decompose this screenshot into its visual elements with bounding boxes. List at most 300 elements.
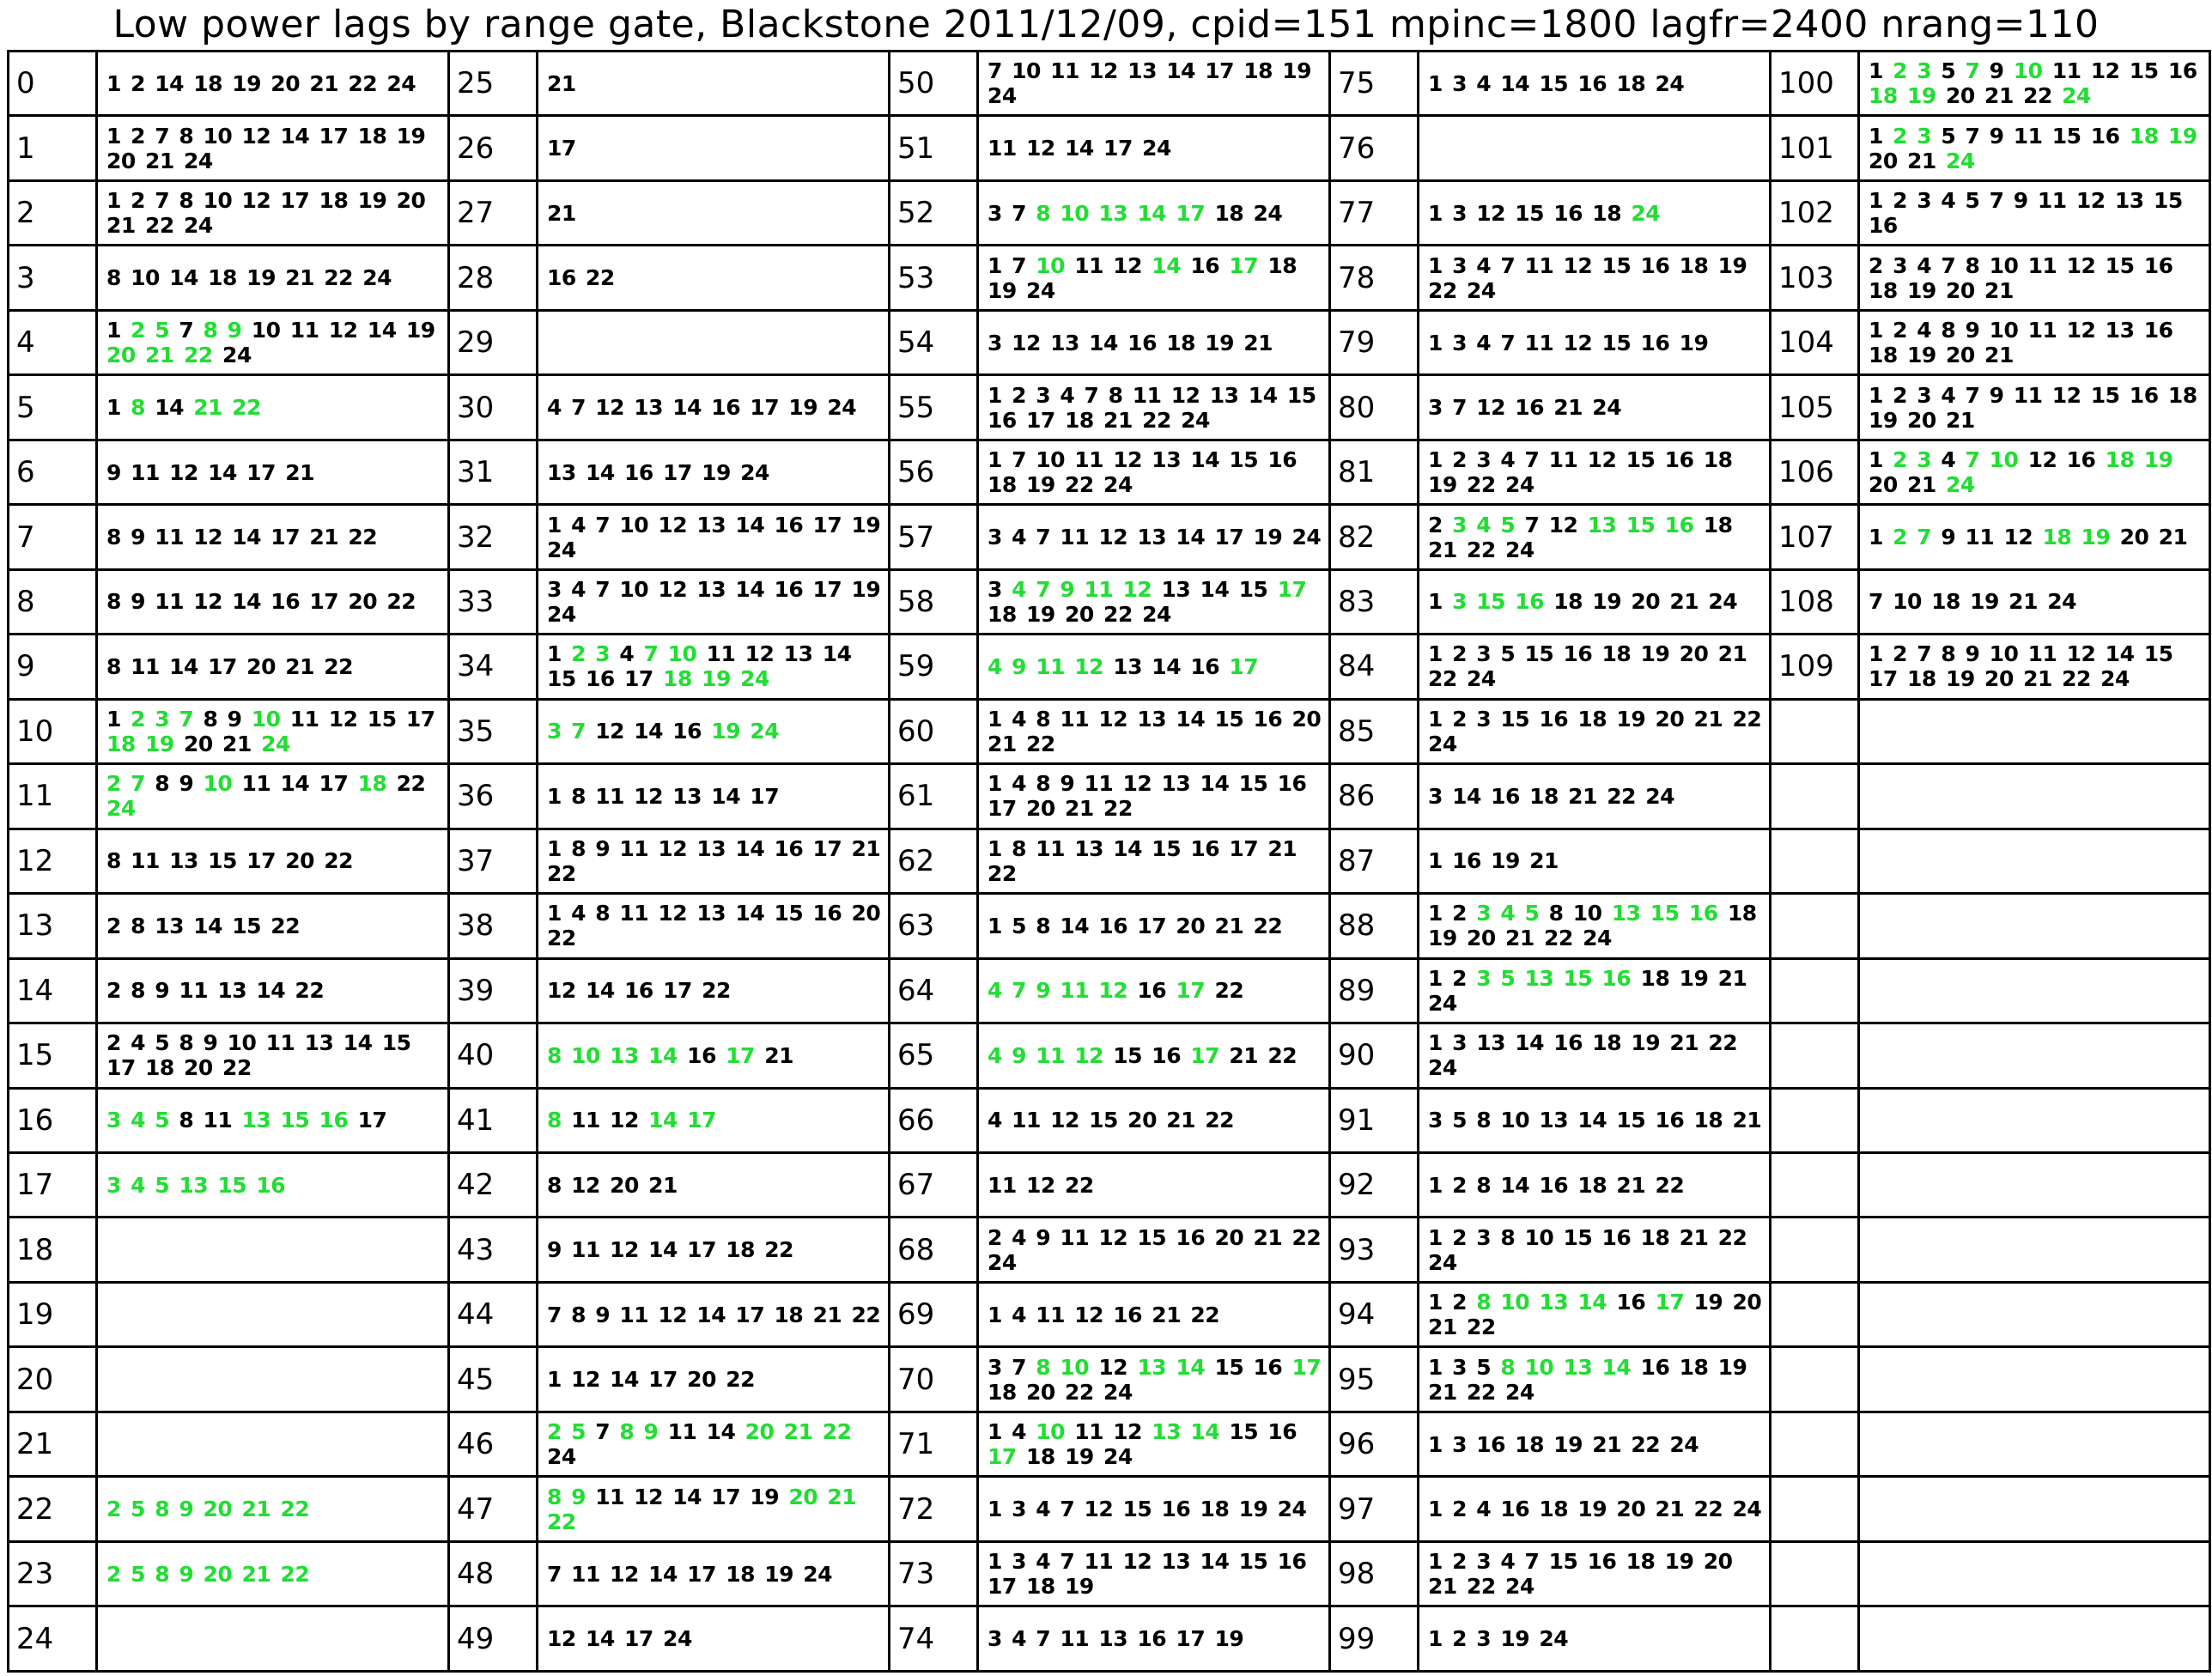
lag: 1 [1428,1030,1443,1056]
lag: 20 [1127,1108,1157,1133]
lag: 19 [1065,1574,1094,1600]
lag: 17 [812,835,842,861]
lag: 17 [309,589,339,615]
lag: 3 [1476,641,1492,667]
lag-highlighted: 9 [1012,653,1027,679]
lag: 12 [328,318,358,343]
lag: 19 [1717,1354,1747,1380]
lag: 20 [1176,913,1206,938]
lag: 22 [1467,1574,1496,1600]
lag: 8 [1036,771,1051,797]
range-gate-number: 12 [9,829,97,893]
lag: 12 [1113,447,1143,473]
lag: 1 [1428,965,1443,991]
table-row [9,375,2210,440]
lag: 24 [1732,1497,1762,1522]
lag: 22 [1142,407,1171,433]
lag: 7 [1500,330,1516,355]
lag: 9 [131,589,146,615]
lag: 13 [1137,706,1167,732]
lag: 12 [1548,512,1578,537]
lag: 11 [2013,382,2043,408]
lag-list [538,1412,890,1476]
lag: 8 [155,771,170,797]
table-row [9,1152,2210,1217]
lag: 12 [1098,1354,1128,1380]
range-gate-number: 59 [890,635,978,699]
lag: 12 [1098,1224,1128,1250]
lag: 18 [1640,1224,1670,1250]
lag: 16 [586,666,615,692]
lag-highlighted: 20 [788,1484,818,1509]
lag: 4 [1500,1549,1516,1575]
lag: 16 [1267,447,1297,473]
lag: 24 [1291,525,1322,550]
lag: 14 [1515,1030,1545,1056]
lag-highlighted: 5 [131,1561,146,1587]
lag: 18 [208,265,237,291]
lag: 17 [663,459,692,485]
lag: 4 [1476,1497,1492,1522]
lag: 3 [1476,706,1492,732]
lag-list [538,1347,890,1412]
lag: 12 [2090,58,2120,84]
empty-cell [1859,764,2210,829]
range-gate-number: 87 [1330,829,1419,893]
lag: 19 [1631,1030,1661,1056]
lag: 13 [696,576,726,602]
lag: 10 [1989,252,2019,278]
lag-highlighted: 12 [1122,576,1152,602]
lag: 2 [1869,252,1883,278]
lag-list [1859,440,2210,504]
lag-highlighted: 24 [1946,472,1975,498]
lag: 1 [106,123,121,149]
lag: 2 [131,188,146,214]
lag: 17 [687,1237,716,1263]
lag: 21 [1568,783,1597,809]
lag-highlighted: 18 [1869,83,1898,109]
lag: 3 [1476,1549,1492,1575]
lag: 24 [1103,472,1133,498]
lag: 11 [131,848,160,874]
range-gate-number: 18 [9,1218,97,1282]
table-row [9,246,2210,310]
lag: 12 [169,459,198,485]
lag-list [1859,52,2210,116]
lag: 1 [1428,330,1443,355]
lag-highlighted: 7 [131,771,146,797]
lag: 3 [988,330,1002,355]
empty-cell [1859,829,2210,893]
lag-highlighted: 3 [1452,589,1468,615]
lag: 22 [270,913,301,938]
lag-highlighted: 21 [827,1484,857,1509]
lag: 14 [634,719,664,744]
lag: 24 [1026,277,1055,303]
lag: 22 [1467,1315,1496,1340]
lag: 14 [648,1561,678,1587]
lag-highlighted: 10 [1036,252,1066,278]
lag: 14 [155,70,185,96]
lag: 12 [1074,1302,1104,1327]
lag: 5 [1500,641,1516,667]
lag-highlighted: 14 [1152,252,1182,278]
lag: 4 [1917,252,1932,278]
lag: 15 [1214,706,1244,732]
lag-highlighted: 8 [1036,200,1051,226]
lag: 12 [595,719,625,744]
lag-highlighted: 2 [106,1561,121,1587]
lag: 24 [2047,589,2076,615]
lag-highlighted: 8 [1036,1354,1051,1380]
lag-highlighted: 16 [1688,901,1718,926]
lag-highlighted: 15 [217,1172,247,1198]
lag: 21 [851,835,881,861]
lag: 16 [1267,1419,1297,1445]
lag-highlighted: 22 [280,1497,310,1522]
lag-highlighted: 21 [241,1561,271,1587]
empty-cell [1859,894,2210,958]
lag: 7 [1869,589,1883,615]
lag: 21 [285,459,314,485]
lag-highlighted: 15 [1563,965,1593,991]
table-row [9,569,2210,634]
lag-highlighted: 17 [1229,252,1259,278]
lag: 22 [547,860,576,886]
lag-highlighted: 4 [1476,512,1492,537]
lag: 15 [367,706,397,732]
lag: 14 [586,459,615,485]
lag-highlighted: 24 [261,731,290,756]
lag-list [538,958,890,1023]
lag-highlighted: 8 [1500,1354,1516,1380]
lag-highlighted: 5 [155,1108,170,1133]
lag: 1 [106,70,121,96]
lag-highlighted: 10 [1036,1419,1066,1445]
lag: 20 [348,589,378,615]
lag: 18 [1601,641,1632,667]
lag: 13 [169,848,198,874]
lag: 11 [265,1030,295,1056]
lag: 16 [1869,213,1898,239]
lag: 2 [1452,706,1468,732]
lag-highlighted: 2 [547,1419,562,1445]
lag: 9 [547,1237,562,1263]
lag: 4 [1941,382,1956,408]
lag-highlighted: 17 [687,1108,716,1133]
lag: 4 [131,1030,146,1056]
lag: 11 [1084,1549,1114,1575]
range-gate-number: 61 [890,764,978,829]
lag: 16 [1640,252,1670,278]
lag: 13 [1161,771,1191,797]
lag: 11 [571,1561,600,1587]
empty-cell [1771,894,1859,958]
lag: 14 [1089,330,1118,355]
range-gate-number: 37 [449,829,538,893]
lag-highlighted: 10 [1060,200,1090,226]
lag: 12 [1098,706,1128,732]
lag-list [1419,1088,1771,1152]
lag: 1 [988,1302,1002,1327]
lag-list [978,635,1330,699]
lag-highlighted: 9 [643,1419,659,1445]
lag: 16 [270,589,301,615]
lag-list [978,1152,1330,1217]
lag: 14 [672,395,702,421]
range-gate-number: 27 [449,180,538,245]
lag-highlighted: 7 [643,641,659,667]
lag: 7 [1036,525,1051,550]
range-gate-number: 86 [1330,764,1419,829]
lag: 22 [702,978,731,1004]
lag: 11 [2027,252,2057,278]
lag: 24 [1539,1626,1569,1652]
lag-list [538,1282,890,1346]
lag-highlighted: 3 [106,1172,121,1198]
lag: 8 [1941,641,1956,667]
lag: 17 [988,796,1017,822]
lag: 3 [988,576,1002,602]
lag-list [978,375,1330,440]
lag: 1 [988,1549,1002,1575]
lag: 17 [280,188,310,214]
lag: 7 [1452,395,1468,421]
lag: 24 [184,148,213,173]
lag-highlighted: 8 [1476,1290,1492,1315]
lag: 21 [1253,1224,1283,1250]
lag: 22 [1214,978,1244,1004]
lag: 19 [1592,589,1622,615]
range-gate-number: 89 [1330,958,1419,1023]
lag: 14 [256,978,286,1004]
lag: 1 [547,512,562,537]
lag: 1 [1869,382,1883,408]
lag: 16 [1616,1290,1646,1315]
lag: 16 [1113,1302,1143,1327]
lag: 13 [783,641,813,667]
table-row [9,1088,2210,1152]
lag: 22 [1190,1302,1220,1327]
lag: 14 [155,395,185,421]
lag-highlighted: 8 [547,1042,562,1068]
lag-list [97,1477,449,1541]
lag: 5 [1452,1108,1468,1133]
lag: 2 [1452,447,1468,473]
lag-highlighted: 16 [1515,589,1545,615]
range-gate-number: 40 [449,1023,538,1088]
lag: 14 [711,783,741,809]
lag-list [538,180,890,245]
lag-list [1419,1152,1771,1217]
lag: 8 [106,589,121,615]
lag-list [97,1088,449,1152]
lag: 22 [1026,731,1055,756]
lag: 19 [1907,343,1936,368]
lag: 19 [246,265,276,291]
lag: 24 [1181,407,1210,433]
empty-cell [1859,1606,2210,1672]
lag: 17 [405,706,435,732]
range-gate-number: 68 [890,1218,978,1282]
lag-list [1419,1412,1771,1476]
lag: 8 [571,835,586,861]
lag-highlighted: 20 [203,1497,233,1522]
lag-highlighted: 2 [1893,58,1908,84]
range-gate-number: 102 [1771,180,1859,245]
lag: 11 [619,835,649,861]
range-gate-number: 49 [449,1606,538,1672]
lag: 3 [1012,1549,1027,1575]
range-gate-number: 4 [9,310,97,374]
lag-list [538,52,890,116]
empty-cell [1771,958,1859,1023]
lag-list [538,829,890,893]
lag: 11 [1060,525,1090,550]
range-gate-number: 109 [1771,635,1859,699]
lag: 22 [324,265,353,291]
lag-highlighted: 17 [1229,653,1259,679]
lag-highlighted: 19 [145,731,174,756]
lag-list [1419,1023,1771,1088]
range-gate-number: 46 [449,1412,538,1476]
lag: 12 [1089,58,1118,84]
lag: 2 [1012,382,1027,408]
lag-list [97,894,449,958]
lag-highlighted: 11 [1084,576,1114,602]
lag: 8 [106,653,121,679]
lag: 12 [1476,200,1506,226]
lag: 3 [1036,382,1051,408]
lag: 1 [547,1367,562,1393]
lag: 16 [1539,706,1569,732]
range-gate-number: 39 [449,958,538,1023]
lag: 12 [1587,447,1617,473]
lag: 11 [706,641,736,667]
lag: 14 [648,1237,678,1263]
range-gate-number: 104 [1771,310,1859,374]
lag: 16 [1253,1354,1283,1380]
lag-list [978,116,1330,180]
lag: 21 [1166,1108,1195,1133]
range-gate-number: 16 [9,1088,97,1152]
lag-list [1419,958,1771,1023]
lag: 17 [735,1302,765,1327]
lag: 1 [547,901,562,926]
lag: 18 [1553,589,1583,615]
lag: 24 [1467,277,1496,303]
lag: 20 [1631,589,1661,615]
lag-highlighted: 8 [131,395,146,421]
lag: 11 [241,771,271,797]
lag-highlighted: 4 [131,1108,146,1133]
lag-list [1419,764,1771,829]
lag-highlighted: 14 [1137,200,1167,226]
lag: 24 [1583,926,1612,951]
lag: 21 [1732,1108,1762,1133]
table-row [9,1541,2210,1606]
lag: 21 [812,1302,842,1327]
lag: 13 [1152,447,1182,473]
range-gate-number: 82 [1330,505,1419,569]
lag: 16 [774,835,804,861]
lag: 21 [1946,407,1975,433]
lag-list [978,440,1330,504]
lag-list [978,505,1330,569]
lag: 18 [193,70,223,96]
range-gate-number: 34 [449,635,538,699]
lag: 7 [988,58,1002,84]
lag-highlighted: 17 [1176,200,1206,226]
lag: 1 [106,318,121,343]
lag-highlighted: 13 [179,1172,209,1198]
lag: 14 [280,123,310,149]
lag: 2 [106,913,121,938]
lag-highlighted: 16 [256,1172,286,1198]
lag: 12 [328,706,358,732]
lag: 18 [1592,200,1622,226]
lag-list [97,116,449,180]
lag: 14 [343,1030,373,1056]
lag-highlighted: 16 [319,1108,349,1133]
range-gate-number: 73 [890,1541,978,1606]
lag: 1 [1428,1224,1443,1250]
range-gate-number: 92 [1330,1152,1419,1217]
lag: 8 [106,525,121,550]
lag: 1 [1428,901,1443,926]
lag-list [538,1088,890,1152]
lag-highlighted: 4 [988,1042,1002,1068]
range-gate-number: 52 [890,180,978,245]
lag: 11 [155,589,185,615]
lag: 21 [285,265,314,291]
lag: 1 [106,706,121,732]
lag: 16 [1515,395,1545,421]
lag: 18 [1592,1030,1622,1056]
lag: 4 [571,512,586,537]
lag-list [1419,505,1771,569]
lag-list [1859,635,2210,699]
lag: 2 [1452,965,1468,991]
lag: 15 [1286,382,1316,408]
lag: 1 [988,252,1002,278]
lag: 8 [595,901,611,926]
lag: 22 [1732,706,1762,732]
lag: 14 [1200,576,1230,602]
lag: 12 [193,589,223,615]
lag-list [1859,569,2210,634]
lag-highlighted: 4 [1012,576,1027,602]
lag: 11 [2051,58,2081,84]
range-gate-number: 72 [890,1477,978,1541]
lag-highlighted: 13 [1524,965,1554,991]
range-gate-number: 31 [449,440,538,504]
range-gate-number: 19 [9,1282,97,1346]
lag: 21 [2023,666,2052,692]
lag: 13 [1127,58,1157,84]
lag: 11 [289,318,319,343]
lag: 13 [1050,330,1079,355]
lag: 17 [663,978,692,1004]
lag: 8 [1965,252,1980,278]
lag-list [97,246,449,310]
lag-list [978,569,1330,634]
lag: 8 [203,706,218,732]
range-gate-number: 26 [449,116,538,180]
range-gate-number: 13 [9,894,97,958]
lag: 18 [1026,1574,1055,1600]
